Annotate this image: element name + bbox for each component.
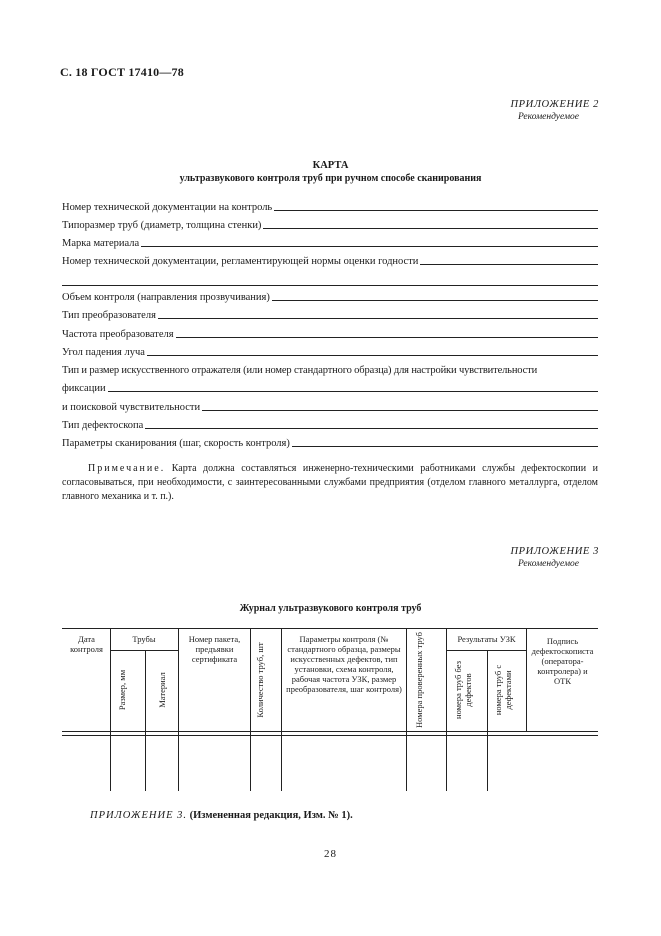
footer-appendix: ПРИЛОЖЕНИЕ 3. [90,810,187,821]
appendix-2-status: Рекомендуемое [517,112,579,122]
field-pipe-size: Типоразмер труб (диаметр, толщина стенки) [62,220,598,231]
footer-revision: (Измененная редакция, Изм. № 1). [189,810,353,821]
field-reflector: Тип и размер искусственного отражателя (или номер стандартного образца) для настройки чувствительности [62,365,538,376]
field-flaw-detector: Тип дефектоскопа [62,420,598,431]
col-count: Количество труб, шт [255,642,265,718]
col-batch: Номер пакета, предъявки сертификата [188,634,241,664]
col-params: Параметры контроля (№ стандартного образца, размеры искусственных дефектов, тип установки, схема контроля, рабочая частота УЗК, размер преобразователя, шаг контроля) [286,634,402,694]
footer-revision-note [90,810,353,821]
col-results: Результаты УЗК [457,634,516,644]
col-no-defects: номера труб без дефектов [453,661,473,719]
col-pipes: Трубы [132,634,156,644]
blank-line [62,285,598,286]
note-label: Примечание. [88,463,166,474]
field-doc-number: Номер технической документации на контроль [62,202,598,213]
card-subtitle: ультразвукового контроля труб при ручном способе сканирования [179,173,482,184]
card-note [62,462,598,504]
journal-table [62,628,598,791]
note-text: Карта должна составляться инженерно-техническими работниками службы дефектоскопии и согласовываться, при необходимости, с заинтересованными службами предприятия (отделом главного металлурга, отделом главного механика и т. п.). [62,463,599,502]
page-number: 28 [324,848,337,860]
appendix-2-title: ПРИЛОЖЕНИЕ 2 [510,99,599,110]
field-fixation: фиксации [62,383,598,394]
appendix-3-status: Рекомендуемое [517,559,579,569]
field-scan-params: Параметры сканирования (шаг, скорость контроля) [62,438,598,449]
col-checked: Номера проверенных труб [414,632,424,728]
col-with-defects: номера труб с дефектами [493,664,513,716]
col-signature: Подпись дефектоскописта (оператора-контролера) и ОТК [531,636,594,686]
field-transducer-type: Тип преобразователя [62,310,598,321]
journal-title: Журнал ультразвукового контроля труб [239,603,422,614]
col-date: Дата контроля [70,634,103,654]
card-title: КАРТА [312,160,349,171]
field-scope: Объем контроля (направления прозвучивания) [62,292,598,303]
field-norms-doc: Номер технической документации, регламентирующей нормы оценки годности [62,256,598,267]
field-beam-angle: Угол падения луча [62,347,598,358]
col-size: Размер, мм [117,669,127,711]
page-header: С. 18 ГОСТ 17410—78 [60,65,184,79]
appendix-3-title: ПРИЛОЖЕНИЕ 3 [510,546,599,557]
field-material: Марка материала [62,238,598,249]
field-transducer-frequency: Частота преобразователя [62,329,598,340]
col-material: Материал [157,672,167,708]
field-search-sensitivity: и поисковой чувствительности [62,402,598,413]
